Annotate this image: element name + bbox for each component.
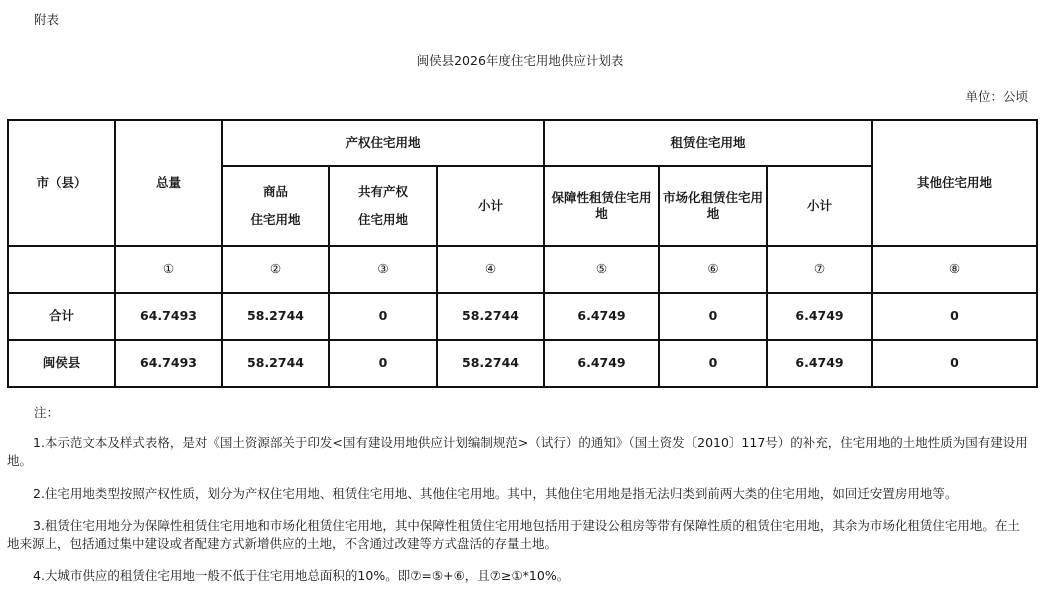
row-property-subtotal: 58.2744 [437,293,544,340]
row-total: 64.7493 [115,340,222,387]
index-cell-empty [8,246,115,293]
header-property-subtotal: 小计 [437,166,544,246]
row-commercial: 58.2744 [222,293,329,340]
row-rental-subtotal: 6.4749 [767,340,872,387]
row-market-rental: 0 [659,340,767,387]
row-market-rental: 0 [659,293,767,340]
row-name: 合计 [8,293,115,340]
index-cell: ② [222,246,329,293]
row-other: 0 [872,340,1037,387]
header-shared [329,166,437,246]
header-shared-line2: 住宅用地 [357,212,408,227]
index-cell: ⑤ [544,246,659,293]
row-other: 0 [872,293,1037,340]
index-cell: ④ [437,246,544,293]
row-rental-subtotal: 6.4749 [767,293,872,340]
header-shared-line1: 共有产权 [357,183,408,199]
index-cell: ⑥ [659,246,767,293]
page-title: 闽侯县2026年度住宅用地供应计划表 [416,53,624,68]
index-row [8,246,1037,293]
header-city: 市（县） [8,120,115,246]
table-row [8,340,1037,387]
index-cell: ① [115,246,222,293]
table-row [8,293,1037,340]
header-commercial [222,166,329,246]
header-affordable-rental: 保障性租赁住宅用地 [544,166,659,246]
row-total: 64.7493 [115,293,222,340]
notes-heading: 注： [34,405,60,420]
row-affordable-rental: 6.4749 [544,293,659,340]
attachment-label: 附表 [34,12,60,27]
row-commercial: 58.2744 [222,340,329,387]
row-shared: 0 [329,340,437,387]
index-cell: ③ [329,246,437,293]
note-item: 2.住宅用地类型按照产权性质，划分为产权住宅用地、租赁住宅用地、其他住宅用地。其中，其他住宅用地是指无法归类到前两大类的住宅用地，如回迁安置房用地等。 [33,486,958,501]
header-total: 总量 [115,120,222,246]
index-cell: ⑧ [872,246,1037,293]
note-item: 4.大城市供应的租赁住宅用地一般不低于住宅用地总面积的10%。即⑦=⑤+⑥，且⑦≥①*10%。 [33,568,570,583]
row-name: 闽侯县 [8,340,115,387]
note-item: 3.租赁住宅用地分为保障性租赁住宅用地和市场化租赁住宅用地，其中保障性租赁住宅用地包括用于建设公租房等带有保障性质的租赁住宅用地，其余为市场化租赁住宅用地。在土地来源上，包括通过集中建设或者配建方式新增供应的土地，不含通过改建等方式盘活的存量土地。 [7,518,1020,551]
header-rental-subtotal: 小计 [767,166,872,246]
note-item: 1.本示范文本及样式表格，是对《国土资源部关于印发<国有建设用地供应计划编制规范>（试行）的通知》（国土资发〔2010〕117号）的补充，住宅用地的土地性质为国有建设用地。 [7,435,1028,468]
unit-label: 单位：公顷 [965,89,1028,104]
row-shared: 0 [329,293,437,340]
supply-plan-table [7,119,1038,388]
row-property-subtotal: 58.2744 [437,340,544,387]
header-commercial-line2: 住宅用地 [250,212,301,227]
header-commercial-line1: 商品 [262,183,288,199]
header-market-rental: 市场化租赁住宅用地 [659,166,767,246]
header-other: 其他住宅用地 [872,120,1037,246]
header-property-group: 产权住宅用地 [222,120,544,166]
header-rental-group: 租赁住宅用地 [544,120,872,166]
header-row-1 [8,120,1037,166]
index-cell: ⑦ [767,246,872,293]
row-affordable-rental: 6.4749 [544,340,659,387]
